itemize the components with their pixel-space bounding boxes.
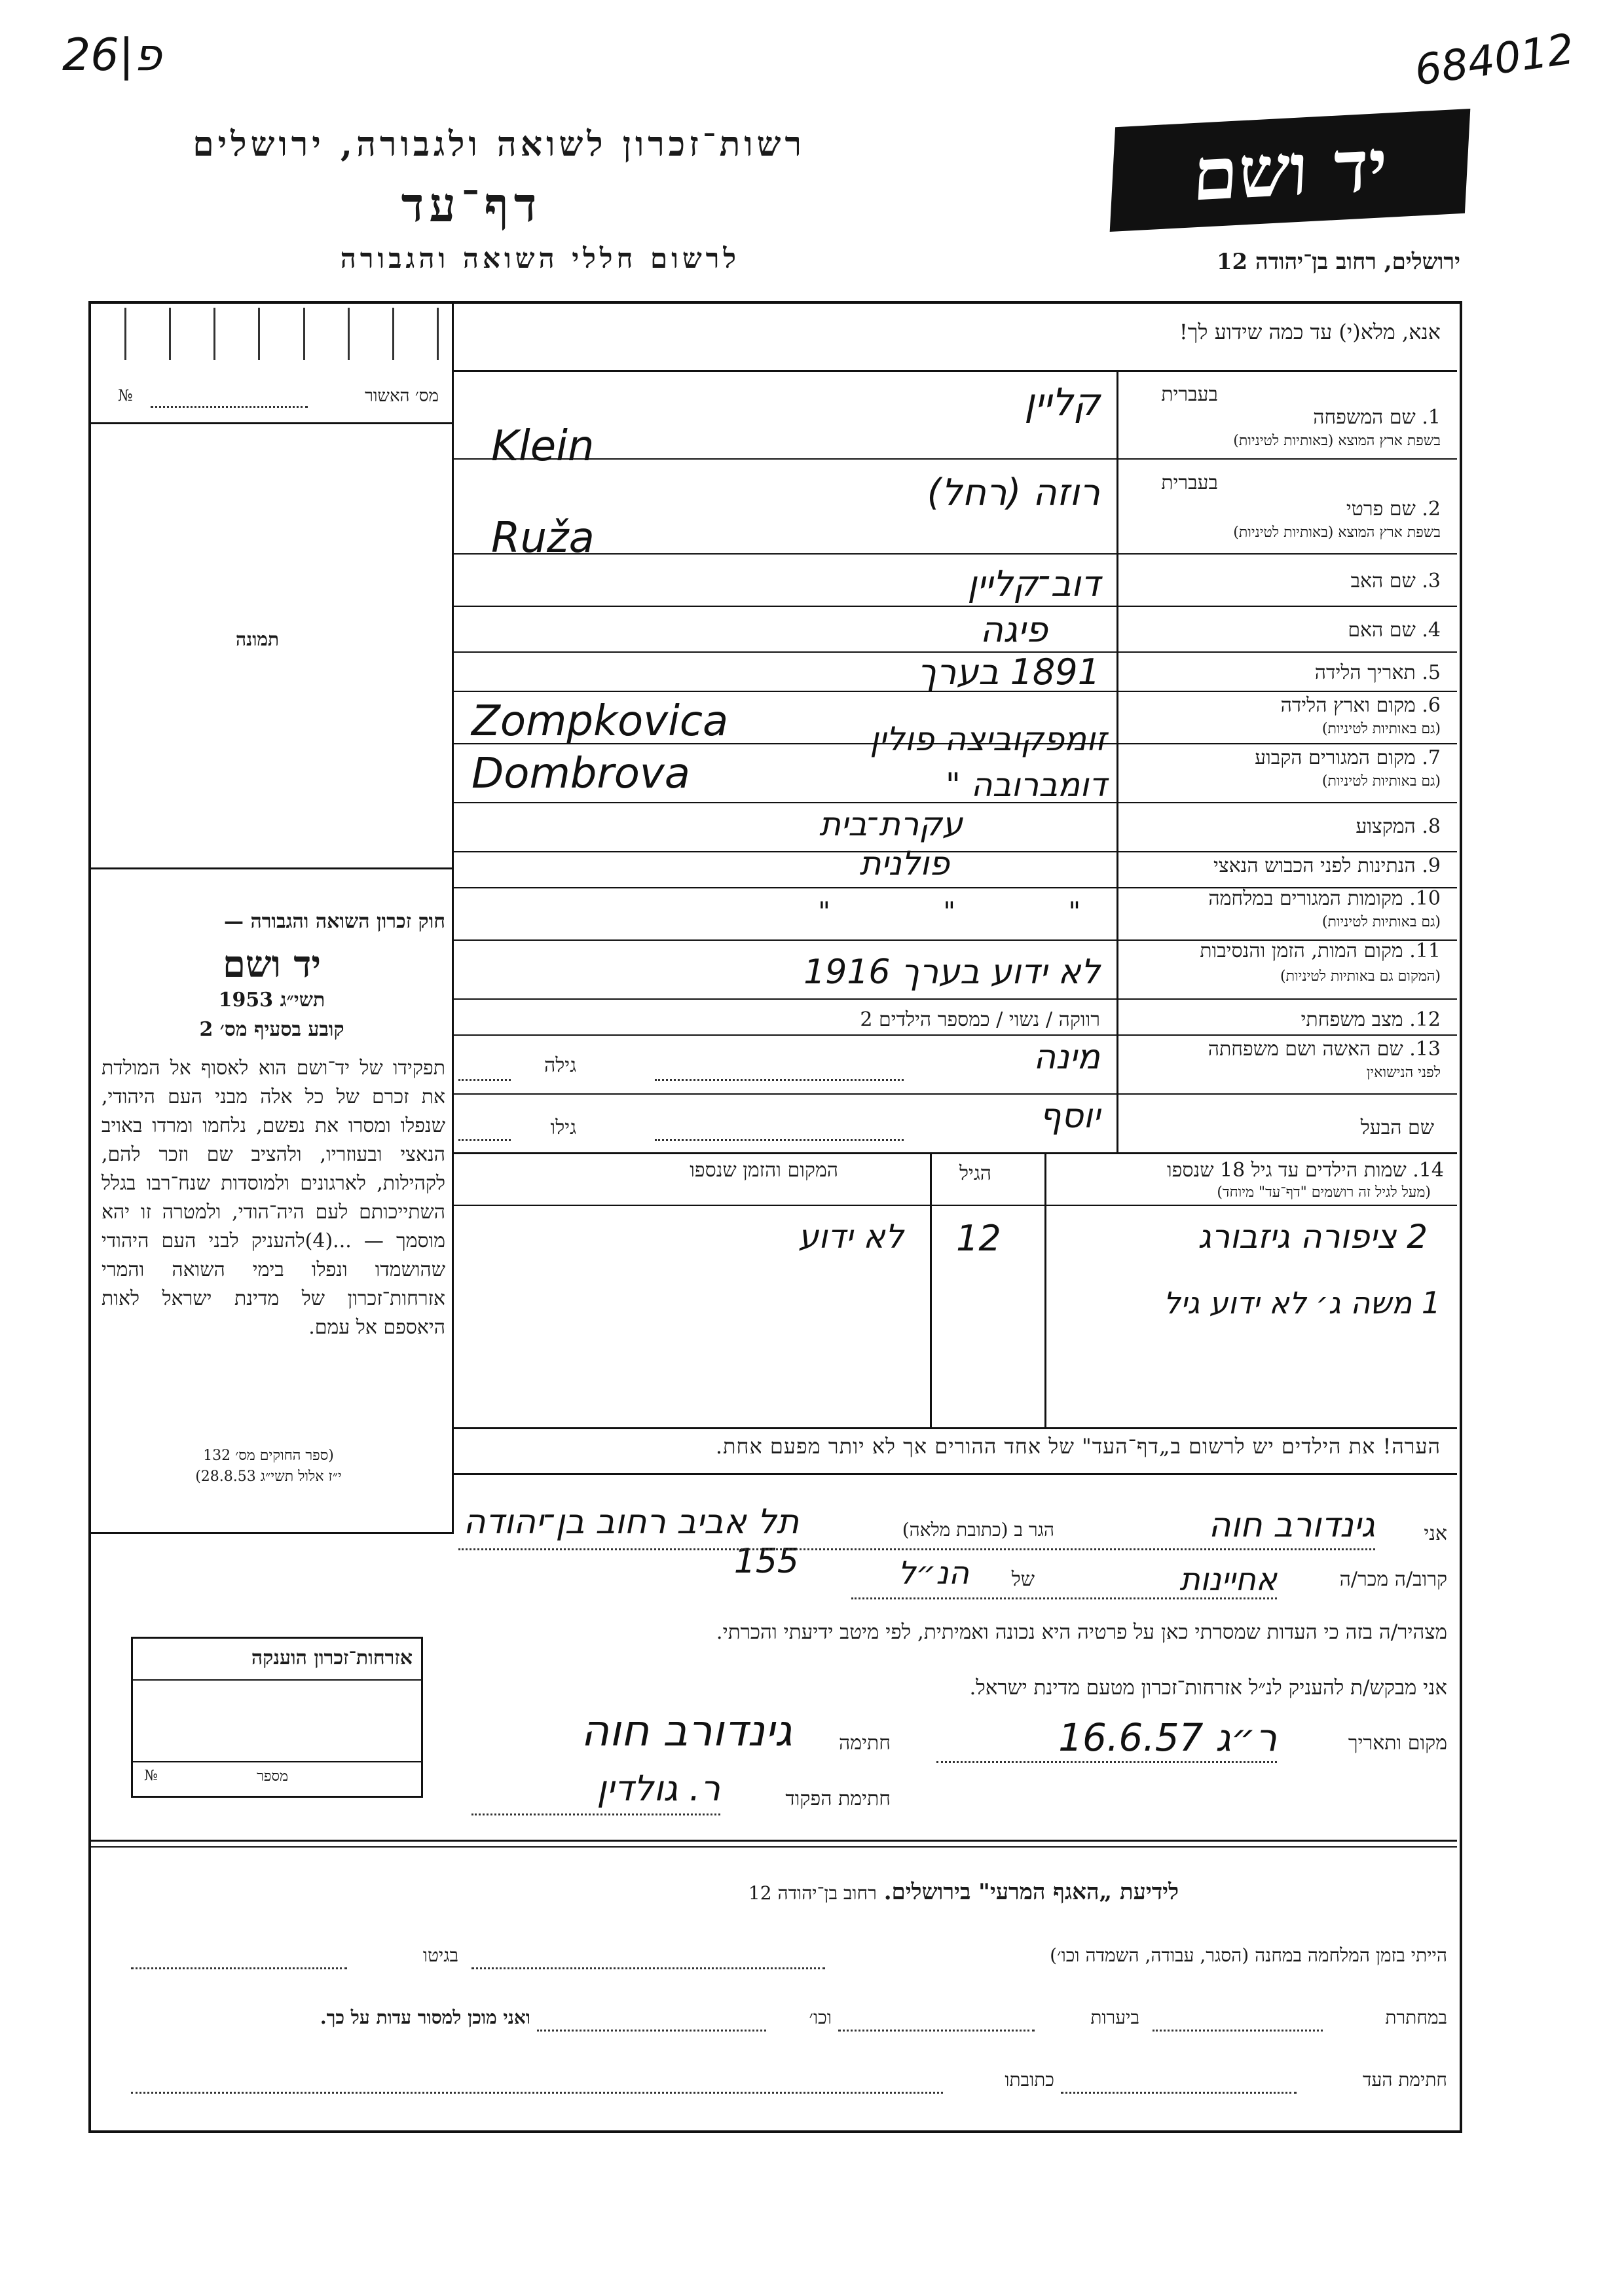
bottom-address-label: כתובתו xyxy=(1005,2069,1054,2090)
declarant-signature: גינדורב חוה xyxy=(580,1705,792,1756)
form-intro: אנא, מלא(י) עד כמה שידוע לך! xyxy=(1179,319,1441,344)
signature-label: חתימה xyxy=(839,1732,891,1755)
field-sub-wartime-residence: (גם באותיות לטיניות) xyxy=(1321,914,1441,930)
citizenship-number-label: מספר xyxy=(257,1768,288,1785)
margin-number-left: 26|פ xyxy=(62,29,162,81)
child-2-name: 1 משה ג׳ לא ידוע גיל xyxy=(1163,1285,1441,1321)
field-label-father: 3. שם האב xyxy=(1350,570,1441,592)
field-label-residence: 7. מקום המגורים הקבוע xyxy=(1255,746,1441,769)
value-citizenship: פולנית xyxy=(859,845,950,883)
field-sub-wife: לפני הנישואין xyxy=(1366,1065,1441,1081)
officer-label: חתימת הפקוד xyxy=(785,1787,891,1810)
child-1-place: לא ידוע xyxy=(798,1218,904,1256)
field-label-family-name xyxy=(1126,406,1441,429)
children-sub: (מעל לגיל זה רושמים "דף־עד" מיוחד) xyxy=(1217,1184,1431,1201)
value-husband: יוסף xyxy=(1039,1097,1100,1136)
value-wartime-residence: " " " xyxy=(818,897,1080,927)
bottom-forests-label: ביערות xyxy=(1090,2007,1139,2028)
declarant-name: גינדורב חוה xyxy=(1208,1506,1375,1545)
children-age-header: הגיל xyxy=(959,1162,992,1185)
authority-name: רשות־זכרון לשואה ולגבורה, ירושלים xyxy=(193,124,805,164)
law-text: תפקידו של יד־ושם הוא לאסוף אל המולדת את זכרם של כל אלה מבני העם היהודי, שנפלו ומסרו את נפשם, נלחמו ומרדו באויב הנאצי ובעוזריו, ולהציב שם וזכר להם, לקהילות, לארגונים ולמוסדות שנח־רבו בגלל השתייכותם לעם היה־הודי, ולמטרה זו יהא מוסמך — ...(4)להעניק לבני העם היהודי שהושמדו ונפלו בימי השואה והמרי אזרחות־זכרון של מדינת ישראל לאות היאספם אל עמם. xyxy=(101,1057,446,1339)
value-occupation: עקרת־בית xyxy=(819,805,963,843)
margin-number-right: 684012 xyxy=(1412,25,1578,96)
relation-label: קרוב/ה מכר/ה xyxy=(1339,1568,1447,1591)
value-family-name-latin: Klein xyxy=(491,422,595,471)
header-address: ירושלים, רחוב בן־יהודה 12 xyxy=(1216,249,1460,275)
field-num: 1. xyxy=(1422,406,1441,429)
approval-label: מס׳ האשור xyxy=(365,386,439,406)
field-sub-residence: (גם באותיות לטיניות) xyxy=(1321,773,1441,790)
law-ref-2: י״ז אלול תשי״ג 28.8.53) xyxy=(195,1468,342,1485)
field-label-mother: 4. שם האם xyxy=(1348,619,1441,642)
field-sub-death: (המקום גם באותיות לטיניות) xyxy=(1280,968,1441,985)
field-sub-first-name: בשפת ארץ המוצא (באותיות לטיניות) xyxy=(1233,524,1441,541)
citizenship-number-mark: № xyxy=(144,1768,158,1784)
wife-age-label: גילה xyxy=(544,1054,576,1077)
field-sub-family-name: בשפת ארץ המוצא (באותיות לטיניות) xyxy=(1233,433,1441,449)
field-label-wife: 13. שם האשה ושם משפחתה xyxy=(1208,1038,1441,1061)
value-birth-date: 1891 בערך xyxy=(917,651,1100,693)
citizenship-box-title: אזרחות־זכרון הוענקה xyxy=(251,1647,413,1669)
bottom-ghetto-label: בגיטו xyxy=(422,1944,458,1966)
request: אני מבקש/ת להעניק לנ״ל אזרחות־זכרון מטעם מדינת ישראל. xyxy=(969,1676,1447,1700)
field-label-marital: 12. מצב משפחתי xyxy=(1301,1008,1441,1031)
value-marital: רווקה / נשוי / כמספר הילדים 2 xyxy=(860,1008,1100,1031)
value-birth-place-he: זומפקוביצה פולין xyxy=(870,720,1107,758)
bottom-title xyxy=(458,1879,1179,1905)
in-hebrew-label-1: בעברית xyxy=(1161,383,1218,406)
value-first-name-he: רוזה (רחל) xyxy=(927,471,1100,514)
law-year: תשי״ג 1953 xyxy=(218,989,325,1011)
field-label-wartime-residence: 10. מקומות המגורים במלחמה xyxy=(1208,887,1441,910)
page-subtitle: לרשום חללי השואה והגבורה xyxy=(340,242,740,274)
children-title: 14. שמות הילדים עד גיל 18 שנספו xyxy=(1167,1159,1444,1182)
value-first-name-latin: Ruža xyxy=(491,514,595,562)
declarant-address: תל אביב רחוב בן־יהודה 155 xyxy=(463,1503,799,1581)
field-label-first-name: 2. שם פרטי xyxy=(1346,498,1441,520)
photo-label: תמונה xyxy=(236,629,280,650)
field-sub-birth-place: (גם באותיות לטיניות) xyxy=(1321,721,1441,737)
value-wife: מינה xyxy=(1033,1038,1100,1077)
resides-label: הגר ב (כתובת מלאה) xyxy=(902,1519,1054,1540)
bottom-underground-label: במחתרת xyxy=(1385,2007,1447,2028)
approval-number-mark: № xyxy=(118,386,133,405)
declaration-i-label: אני xyxy=(1424,1522,1447,1545)
in-hebrew-label-2: בעברית xyxy=(1161,471,1218,494)
place-date-value: ר״ג 16.6.57 xyxy=(1058,1715,1277,1760)
bottom-address: רחוב בן־יהודה 12 xyxy=(748,1882,877,1904)
value-death: לא ידוע בערך 1916 xyxy=(803,953,1100,992)
yad-vashem-logo: יד ושם xyxy=(1110,109,1471,232)
relation-value: אחיינות xyxy=(1179,1561,1277,1598)
field-label-citizenship: 9. הנתינות לפני הכבוש הנאצי xyxy=(1213,854,1441,877)
field-label-occupation: 8. המקצוע xyxy=(1356,815,1441,838)
officer-signature: ר. גולדין xyxy=(597,1768,720,1809)
field-label-husband: שם הבעל xyxy=(1360,1116,1434,1139)
field-label-death: 11. מקום המות, הזמן והנסיבות xyxy=(1200,939,1441,962)
children-note: הערה! את הילדים יש לרשום ב„דף־העד" של אחד ההורים אך לא יותר מפעם אחת. xyxy=(715,1434,1441,1459)
value-mother: פיגה xyxy=(980,609,1048,650)
field-label-birth-date: 5. תאריך הלידה xyxy=(1314,661,1441,684)
of-label: של xyxy=(1011,1568,1035,1591)
value-birth-place-latin: Zompkovica xyxy=(471,697,729,746)
child-1-name: 2 ציפורה גיזבורג xyxy=(1198,1218,1428,1256)
bottom-witness-signature-label: חתימת העד xyxy=(1363,2069,1447,2090)
field-label-birth-place: 6. מקום וארץ הלידה xyxy=(1280,694,1441,717)
bottom-etc-label: וכו׳ xyxy=(809,2007,832,2028)
place-date-label: מקום ותאריך xyxy=(1348,1732,1447,1755)
value-family-name-he: קליין xyxy=(1024,380,1100,424)
value-residence-latin: Dombrova xyxy=(471,750,690,798)
law-section: קובע בסעיף מס׳ 2 xyxy=(199,1018,344,1041)
bottom-camp-label: הייתי בזמן המלחמה במחנה (הסגר, עבודה, השמדה וכו׳) xyxy=(1050,1944,1447,1966)
statement: מצהיר/ה בזה כי העדות שמסרתי כאן על פרטיה היא נכונה ואמיתית, לפי מיטב ידיעתי והכרתי. xyxy=(716,1620,1447,1644)
bottom-testimony-label: ואני מוכן למסור עדות על כך. xyxy=(320,2007,530,2028)
child-1-age: 12 xyxy=(956,1218,1001,1259)
law-ref-1: (ספר החוקים מס׳ 132 xyxy=(203,1448,334,1464)
of-value: הנ״ל xyxy=(898,1555,969,1592)
field-text: שם המשפחה xyxy=(1313,406,1416,429)
bottom-title-text: לידיעת „האגף המרעי" בירושלים. xyxy=(883,1879,1179,1905)
value-residence-he: דומברובה " xyxy=(945,766,1107,804)
children-place-header: המקום והזמן שנספו xyxy=(690,1159,838,1182)
value-father: דוב־קליין xyxy=(967,563,1100,604)
law-title: חוק זכרון השואה והגבורה — xyxy=(224,910,445,933)
page-title: דף־עד xyxy=(401,177,542,232)
law-name: יד ושם xyxy=(222,943,322,986)
husband-age-label: גילו xyxy=(550,1116,576,1139)
